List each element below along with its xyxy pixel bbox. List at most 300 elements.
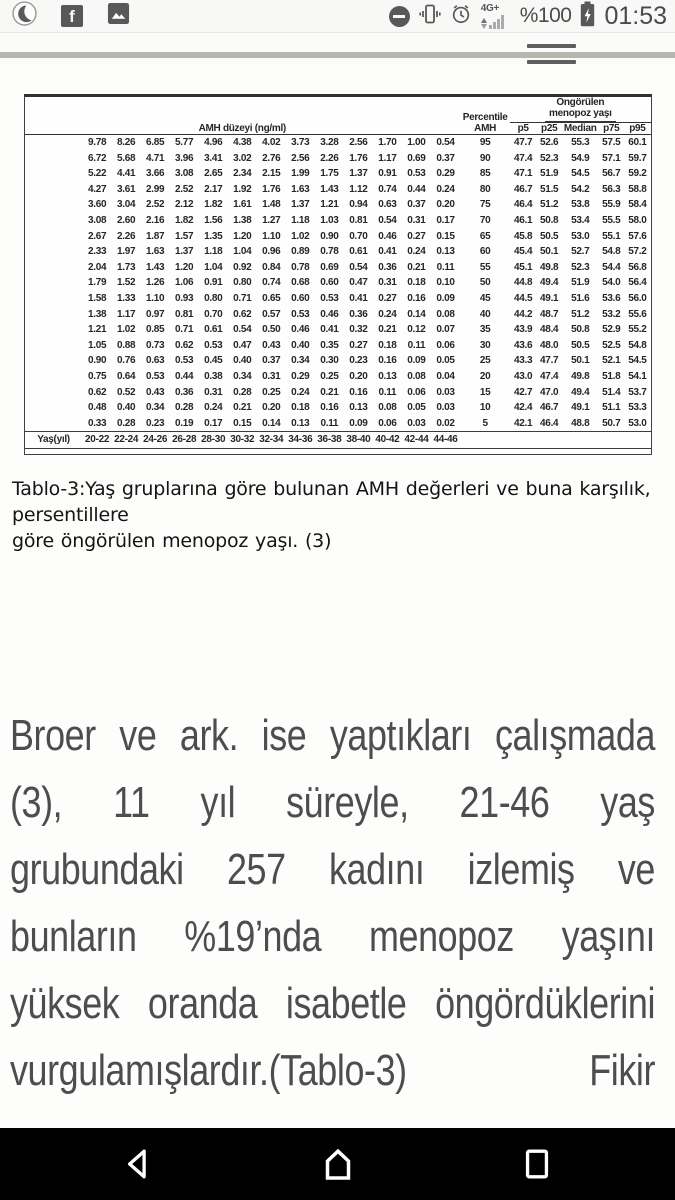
table-cell: 1.57 [175, 230, 194, 242]
clock-text: 01:53 [604, 1, 667, 30]
table-cell: 0.17 [436, 214, 455, 226]
table-cell: 0.53 [204, 339, 223, 351]
table-cell: 60 [479, 246, 491, 258]
facebook-icon: f [61, 5, 83, 27]
table-cell [25, 400, 83, 416]
table-cell: 55 [479, 261, 491, 273]
table-cell: 0.60 [291, 292, 310, 304]
table-cell: 59.2 [628, 168, 647, 180]
table-cell: 47.4 [540, 370, 559, 382]
table-cell [25, 275, 83, 291]
table-cell: 0.74 [378, 183, 397, 195]
table-cell [25, 182, 83, 198]
table-cell: 0.94 [349, 199, 368, 211]
table-cell: 3.28 [320, 137, 339, 148]
table-cell: 3.66 [146, 168, 165, 180]
table-cell: 0.48 [87, 402, 107, 414]
word: yıl [200, 777, 236, 827]
table-cell: 50.1 [540, 246, 559, 258]
table-cell: 0.33 [87, 417, 107, 429]
table-cell: 46.4 [540, 417, 559, 429]
table-cell: 51.9 [571, 277, 590, 289]
table-cell: 54.8 [602, 246, 621, 258]
table-cell: 1.63 [146, 246, 165, 258]
table-cell: 25 [479, 355, 491, 367]
table-cell: 55.1 [602, 230, 621, 242]
table-cell: 1.87 [146, 230, 165, 242]
table-cell: 0.85 [146, 324, 165, 336]
table-cell [25, 135, 83, 151]
table-cell: 58.8 [628, 183, 647, 195]
table-cell: 0.13 [349, 402, 368, 414]
table-cell: 6.85 [146, 137, 165, 148]
table-cell: 0.46 [378, 230, 397, 242]
table-cell: 43.9 [514, 324, 533, 336]
table-row [25, 151, 651, 167]
table-cell: 0.62 [175, 339, 194, 351]
table-cell: 10 [479, 402, 491, 414]
table-cell: 1.43 [320, 183, 339, 195]
word: oranda [147, 978, 258, 1028]
table-cell: 0.18 [291, 402, 310, 414]
table-cell: 0.70 [204, 308, 223, 320]
table-cell: 0.40 [116, 402, 136, 414]
table-cell: 3.61 [116, 183, 136, 195]
table-cell: 2.17 [204, 183, 223, 195]
table-cell: 49.1 [540, 292, 559, 304]
table-cell: 1.79 [87, 277, 107, 289]
word: menopoz [368, 911, 514, 961]
table-cell: 0.23 [146, 417, 165, 429]
table-cell: 2.65 [204, 168, 223, 180]
table-cell: 48.0 [540, 339, 559, 351]
table-cell: 0.16 [407, 292, 426, 304]
age-groups-row [25, 432, 651, 449]
table-cell: 0.28 [116, 417, 136, 429]
paragraph-line [10, 778, 655, 845]
percentile-column-header: p25 [536, 123, 562, 135]
vibrate-icon [419, 3, 441, 30]
table-cell: 53.4 [571, 214, 590, 226]
signal-strength-bars [489, 15, 504, 29]
table-cell: 0.52 [116, 386, 136, 398]
table-cell: 6.72 [87, 152, 107, 164]
table-cell: 40-42 [373, 432, 402, 449]
table-cell: 1.20 [233, 230, 252, 242]
table-cell: 3.04 [116, 199, 136, 211]
table-cell: 46.1 [514, 214, 533, 226]
paragraph-line [10, 845, 655, 912]
word: (3), [10, 777, 63, 827]
table-cell: 0.50 [262, 324, 281, 336]
table-cell: 0.54 [233, 324, 252, 336]
table-cell: 0.54 [378, 214, 397, 226]
table-cell: 0.08 [407, 370, 426, 382]
table-cell: 0.04 [436, 370, 455, 382]
table-cell: 2.26 [320, 152, 339, 164]
table-cell: 0.78 [320, 246, 339, 258]
table-cell: 0.20 [262, 402, 281, 414]
table-cell: 55.2 [628, 324, 647, 336]
table-cell: 1.02 [116, 324, 136, 336]
table-cell: 0.81 [175, 308, 194, 320]
table-cell: 1.04 [233, 246, 252, 258]
table-cell: 1.26 [146, 277, 165, 289]
table-cell: 0.15 [436, 230, 455, 242]
word: ark. [179, 710, 239, 760]
table-row [25, 400, 651, 416]
word: bunların [10, 911, 137, 961]
word: izlemiş [467, 844, 575, 894]
table-cell: 4.02 [262, 137, 281, 148]
table-cell: 3.73 [291, 137, 310, 148]
table-cell: 51.8 [602, 370, 621, 382]
table-cell: 0.53 [146, 370, 165, 382]
caption-line: göre öngörülen menopoz yaşı. (3) [12, 529, 332, 552]
table-cell: 1.21 [320, 199, 339, 211]
table-cell: 0.19 [175, 417, 194, 429]
table-cell: 8.26 [116, 137, 136, 148]
table-cell: 0.21 [233, 402, 252, 414]
scroll-handle-icon[interactable] [527, 44, 576, 48]
table-cell: 2.67 [87, 230, 107, 242]
age-row-label: Yaş(yıl) [25, 432, 83, 449]
table-cell: 55.3 [571, 137, 590, 148]
table-cell: 1.04 [204, 261, 223, 273]
table-row [25, 369, 651, 385]
table-cell: 47.7 [514, 137, 533, 148]
paragraph-line [10, 912, 655, 979]
table-cell: 0.53 [175, 355, 194, 367]
table-cell: 0.63 [378, 199, 397, 211]
word: öngördüklerini [435, 978, 656, 1028]
table-cell: 0.40 [291, 339, 310, 351]
table-cell: 1.52 [116, 277, 136, 289]
table-cell: 1.56 [204, 214, 223, 226]
table-cell: 95 [479, 137, 491, 148]
table-cell: 0.75 [87, 370, 107, 382]
table-cell: 3.02 [233, 152, 252, 164]
gallery-icon [107, 2, 130, 30]
table-cell: 0.81 [349, 214, 368, 226]
table-cell: 2.60 [116, 214, 136, 226]
table-cell: 0.80 [233, 277, 252, 289]
table-cell: 48.4 [540, 324, 559, 336]
table-cell: 0.46 [291, 324, 310, 336]
table-cell: 20-22 [83, 432, 112, 449]
table-row [25, 213, 651, 229]
table-cell: 50.1 [571, 355, 590, 367]
table-cell: 1.92 [233, 183, 252, 195]
status-bar-right [389, 1, 667, 32]
table-cell: 50.8 [540, 214, 559, 226]
menopause-age-header: Öngörülen menopoz yaşı [510, 97, 650, 123]
table-row [25, 416, 651, 432]
table-row [25, 338, 651, 354]
table-cell: 0.11 [320, 417, 339, 429]
table-cell: 1.76 [262, 183, 281, 195]
table-cell: 1.82 [175, 214, 194, 226]
table-cell: 0.91 [204, 277, 223, 289]
paragraph-line [10, 711, 655, 778]
table-cell: 1.21 [87, 324, 107, 336]
table-cell: 0.31 [378, 277, 397, 289]
table-cell: 3.08 [87, 214, 107, 226]
word: yaşını [561, 911, 656, 961]
table-cell: 0.27 [407, 230, 426, 242]
table-cell: 1.33 [116, 292, 136, 304]
table-cell: 54.1 [628, 370, 647, 382]
word: 11 [113, 777, 150, 827]
table-cell [25, 307, 83, 323]
table-cell: 46.7 [540, 402, 559, 414]
table-cell: 0.29 [436, 168, 455, 180]
word: yüksek [10, 978, 120, 1028]
table-cell: 1.75 [320, 168, 339, 180]
table-cell: 0.14 [407, 308, 426, 320]
home-button[interactable] [317, 1143, 359, 1185]
table-cell: 0.31 [407, 214, 426, 226]
word: ve [617, 844, 656, 894]
table-cell: 0.05 [436, 355, 455, 367]
table-cell: 0.16 [378, 355, 397, 367]
table-cell: 0.88 [116, 339, 136, 351]
table-cell: 0.96 [262, 246, 281, 258]
table-cell: 1.10 [146, 292, 165, 304]
table-cell: 43.6 [514, 339, 533, 351]
table-cell: 36-38 [315, 432, 344, 449]
table-cell: 0.97 [146, 308, 165, 320]
table-cell: 1.37 [291, 199, 310, 211]
table-cell: 0.13 [291, 417, 310, 429]
table-cell: 22-24 [112, 432, 141, 449]
table-cell: 0.90 [320, 230, 339, 242]
amh-table [25, 97, 651, 449]
table-row [25, 182, 651, 198]
table-cell: 0.41 [320, 324, 339, 336]
document-page[interactable] [0, 63, 675, 1128]
table-cell: 54.8 [628, 339, 647, 351]
table-cell: 45.1 [514, 261, 533, 273]
table-cell: 4.38 [233, 137, 252, 148]
table-cell: 2.26 [116, 230, 136, 242]
table-cell: 45.8 [514, 230, 533, 242]
table-cell: 1.02 [291, 230, 310, 242]
table-cell: 0.41 [378, 246, 397, 258]
table-cell: 0.43 [146, 386, 165, 398]
recents-button[interactable] [517, 1144, 557, 1184]
table-cell: 32-34 [257, 432, 286, 449]
table-cell: 0.25 [262, 386, 281, 398]
table-cell: 3.96 [175, 152, 194, 164]
table-cell: 54.5 [628, 355, 647, 367]
battery-percent-text: %100 [519, 4, 572, 27]
battery-charging-icon [580, 1, 595, 32]
table-cell: 0.71 [233, 292, 252, 304]
table-cell: 0.23 [349, 355, 368, 367]
table-cell: 0.24 [291, 386, 310, 398]
table-cell: 52.9 [602, 324, 621, 336]
table-cell: 52.5 [602, 339, 621, 351]
table-cell: 1.17 [378, 152, 397, 164]
table-cell: 9.78 [87, 137, 107, 148]
table-cell [25, 385, 83, 401]
table-row [25, 275, 651, 291]
table-cell: 0.08 [378, 402, 397, 414]
word: yaş [600, 777, 655, 827]
table-cell: 0.24 [436, 183, 455, 195]
table-cell: 0.62 [87, 386, 107, 398]
table-cell: 59.7 [628, 152, 647, 164]
table-cell: 0.44 [175, 370, 194, 382]
table-cell: 1.18 [204, 246, 223, 258]
table-cell [25, 197, 83, 213]
table-cell [25, 260, 83, 276]
word: grubundaki [10, 844, 184, 894]
table-cell: 0.40 [233, 355, 252, 367]
table-cell: 0.06 [378, 417, 397, 429]
table-cell: 54.9 [571, 152, 590, 164]
table-cell: 1.73 [116, 261, 136, 273]
table-cell: 54.0 [602, 277, 621, 289]
back-button[interactable] [118, 1144, 158, 1184]
table-cell: 57.2 [628, 246, 647, 258]
table-row [25, 244, 651, 260]
table-cell: 75 [479, 199, 491, 211]
table-cell: 48.7 [540, 308, 559, 320]
table-cell: 53.6 [602, 292, 621, 304]
table-cell: 1.82 [204, 199, 223, 211]
table-cell: 0.09 [436, 292, 455, 304]
table-cell: 0.11 [436, 261, 455, 273]
table-cell: 0.29 [291, 370, 310, 382]
table-cell: 1.99 [291, 168, 310, 180]
table-cell: 0.71 [175, 324, 194, 336]
table-cell: 28-30 [199, 432, 228, 449]
table-cell: 54.5 [571, 168, 590, 180]
table-cell: 0.18 [378, 339, 397, 351]
table-cell [25, 369, 83, 385]
table-cell: 1.27 [262, 214, 281, 226]
table-cell: 0.32 [349, 324, 368, 336]
table-cell: 2.56 [349, 137, 368, 148]
table-row [25, 229, 651, 245]
scroll-handle-icon[interactable] [527, 60, 576, 64]
table-cell: 0.34 [233, 370, 252, 382]
table-cell: 51.1 [602, 402, 621, 414]
table-cell: 5.77 [175, 137, 194, 148]
table-cell: 52.3 [571, 261, 590, 273]
table-cell: 4.96 [204, 137, 223, 148]
table-cell: 1.05 [87, 339, 107, 351]
table-cell: 0.30 [320, 355, 339, 367]
table-cell [25, 353, 83, 369]
table-cell: 54.2 [571, 183, 590, 195]
table-cell: 0.46 [320, 308, 339, 320]
percentile-column-header: Median [563, 123, 597, 134]
table-cell: 1.37 [349, 168, 368, 180]
word: Broer [10, 710, 96, 760]
table-cell [25, 151, 83, 167]
table-cell: 0.24 [378, 308, 397, 320]
table-cell: 0.28 [175, 402, 194, 414]
night-mode-icon [12, 1, 37, 31]
table-cell: 0.24 [204, 402, 223, 414]
table-cell: 0.91 [378, 168, 397, 180]
table-cell: 42.4 [514, 402, 533, 414]
table-cell: 46.4 [514, 199, 533, 211]
table-cell: 0.92 [233, 261, 252, 273]
word: yaptıkları [329, 710, 472, 760]
table-cell: 50.5 [540, 230, 559, 242]
table-cell: 1.17 [116, 308, 136, 320]
table-cell: 1.35 [204, 230, 223, 242]
table-cell: 0.18 [407, 277, 426, 289]
table-cell: 15 [479, 386, 491, 398]
table-cell: 0.03 [407, 417, 426, 429]
table-cell: 0.31 [204, 386, 223, 398]
table-cell: 0.16 [320, 402, 339, 414]
table-cell: 0.54 [436, 137, 455, 148]
table-cell: 0.70 [349, 230, 368, 242]
table-cell: 5 [482, 417, 488, 429]
table-cell: 51.9 [540, 168, 559, 180]
table-cell: 47.4 [514, 152, 533, 164]
table-cell: 0.34 [291, 355, 310, 367]
table-row [25, 197, 651, 213]
table-cell: 2.12 [175, 199, 194, 211]
table-cell: 65 [479, 230, 491, 242]
percentile-header: Percentile AMH [460, 97, 510, 135]
table-cell: 0.45 [204, 355, 223, 367]
table-cell: 0.09 [349, 417, 368, 429]
table-cell: 1.97 [116, 246, 136, 258]
network-type-label: 4G+ [480, 2, 499, 14]
table-cell: 49.8 [571, 370, 590, 382]
table-cell: 0.13 [436, 246, 455, 258]
table-cell: 55.9 [602, 199, 621, 211]
table-cell: 4.71 [146, 152, 165, 164]
table-cell: 0.89 [291, 246, 310, 258]
table-row [25, 385, 651, 401]
table-cell: 47.1 [514, 168, 533, 180]
table-cell: 50.5 [571, 339, 590, 351]
table-cell: 20 [479, 370, 491, 382]
table-cell: 0.57 [262, 308, 281, 320]
table-cell: 2.52 [175, 183, 194, 195]
table-cell: 50.8 [571, 324, 590, 336]
table-cell: 56.8 [628, 261, 647, 273]
do-not-disturb-icon [389, 6, 410, 27]
table-cell: 0.78 [291, 261, 310, 273]
table-cell: 0.06 [436, 339, 455, 351]
table-cell: 0.90 [87, 355, 107, 367]
table-cell: 53.3 [628, 402, 647, 414]
table-cell: 44.2 [514, 308, 533, 320]
table-cell: 4.27 [87, 183, 107, 195]
table-cell: 70 [479, 214, 491, 226]
table-cell: 0.41 [349, 292, 368, 304]
table-cell: 51.2 [540, 199, 559, 211]
table-cell: 49.8 [540, 261, 559, 273]
table-cell: 0.03 [436, 402, 455, 414]
table-cell: 55.6 [628, 308, 647, 320]
word: ise [261, 710, 307, 760]
table-cell: 56.4 [628, 277, 647, 289]
table-cell: 51.5 [540, 183, 559, 195]
table-cell: 0.47 [349, 277, 368, 289]
table-cell: 0.24 [407, 246, 426, 258]
